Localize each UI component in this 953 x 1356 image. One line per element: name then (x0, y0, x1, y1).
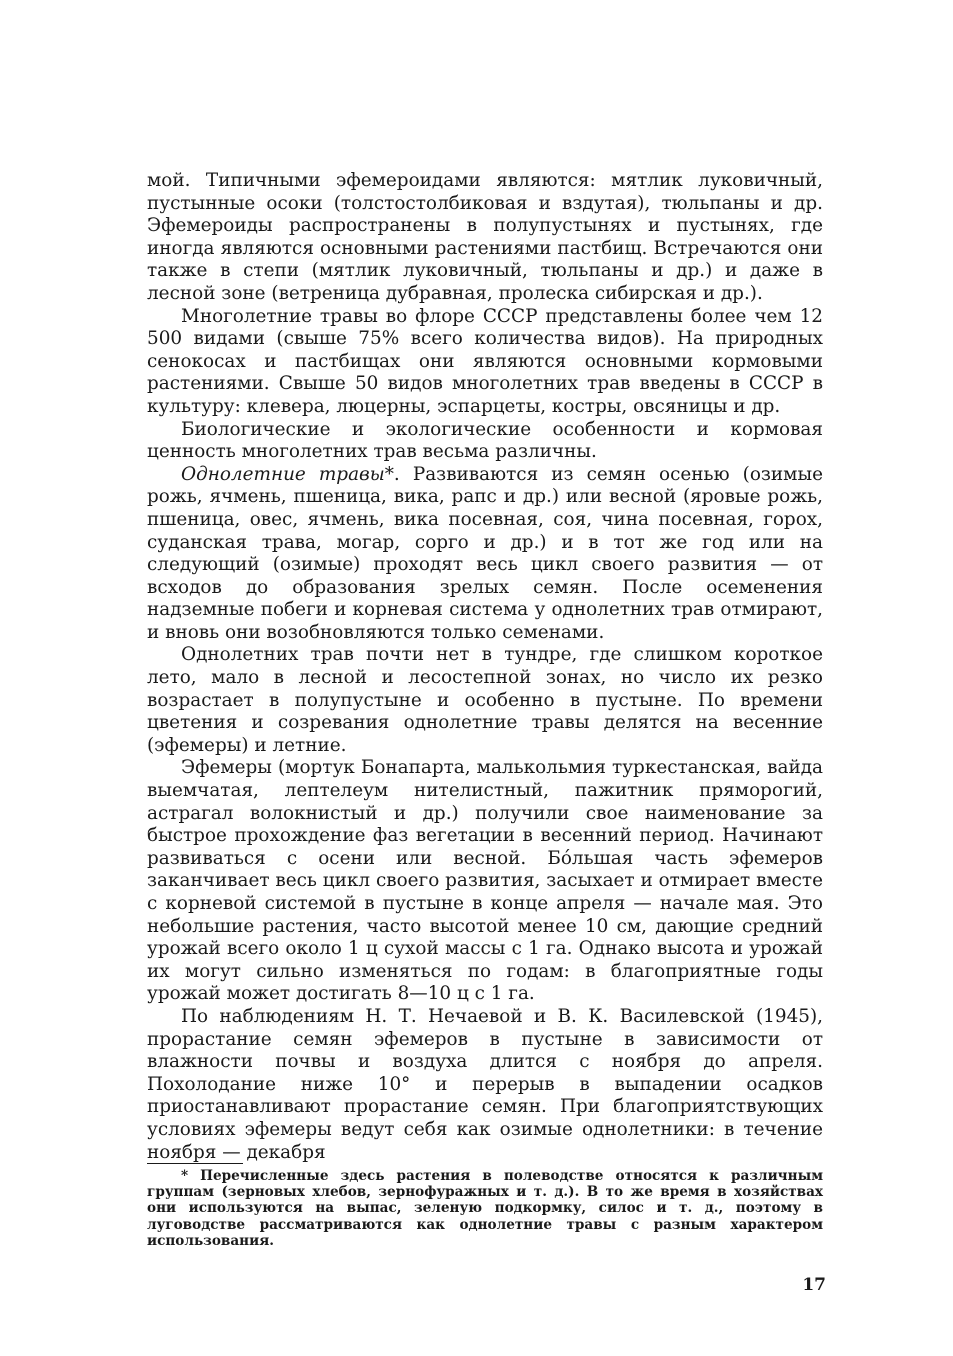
page-number: 17 (802, 1275, 826, 1295)
footnote: * Перечисленные здесь растения в полеводстве относятся к различным группам (зерновых хлебов, зернофуражных и т. д.). В то же время в хозяйствах они используются на выпас, зеленую подкормку, силос и т. д., поэтому в луговодстве рассматриваются как однолетние травы с разным характером использования. (147, 1168, 823, 1249)
paragraph-text: Биологические и экологические особенности и кормовая ценность многолетних трав весьма различны. (147, 418, 823, 463)
paragraph-text: Многолетние травы во флоре СССР представлены более чем 12 500 видами (свыше 75% всего количества видов). На природных сенокосах и пастбищах они являются основными кормовыми растениями. Свыше 50 видов многолетних трав введены в СССР в культуру: клевера, люцерны, эспарцеты, костры, овсяницы и др. (147, 305, 823, 417)
term-annual-grasses: Однолетние травы (181, 463, 385, 485)
paragraph-annual-distribution (147, 644, 823, 757)
footnote-divider (147, 1163, 243, 1164)
paragraph-observations (147, 1006, 823, 1164)
paragraph-text: Эфемеры (мортук Бонапарта, малькольмия туркестанская, вайда выемчатая, лептелеум нителистный, пажитник пряморогий, астрагал волокнистый и др.) получили свое наименование за быстрое прохождение фаз вегетации в весенний период. Начинают развиваться с осени или весной. Бóльшая часть эфемеров заканчивает весь цикл своего развития, засыхает и отмирает вместе с корневой системой в пустыне в конце апреля — начале мая. Это небольшие растения, часто высотой менее 10 см, дающие средний урожай всего около 1 ц сухой массы с 1 га. Однако высота и урожай их могут сильно изменяться по годам: в благоприятные годы урожай может достигать 8—10 ц с 1 га. (147, 757, 823, 1005)
paragraph-ephemeroids-end (147, 170, 823, 306)
paragraph-text: *. Развиваются из семян осенью (озимые рожь, ячмень, пшеница, вика, рапс и др.) или весной (яровые рожь, пшеница, овес, ячмень, вика посевная, соя, чина посевная, горох, суданская трава, могар, сорго и др.) и в тот же год или на следующий (озимые) проходят весь цикл своего развития — от всходов до образования зрелых семян. После осеменения надземные побеги и корневая система у однолетних трав отмирают, и вновь они возобновляются только семенами. (147, 463, 823, 643)
paragraph-text: По наблюдениям Н. Т. Нечаевой и В. К. Василевской (1945), прорастание семян эфемеров в пустыне в зависимости от влажности почвы и воздуха длится с ноября до апреля. Похолодание ниже 10° и перерыв в выпадении осадков приостанавливают прорастание семян. При благоприятствующих условиях эфемеры ведут себя как озимые однолетники: в течение ноября — декабря (147, 1005, 823, 1163)
paragraph-perennial-features (147, 419, 823, 464)
paragraph-ephemers (147, 757, 823, 1006)
paragraph-perennial-grasses (147, 306, 823, 419)
paragraph-text: Однолетних трав почти нет в тундре, где слишком короткое лето, мало в лесной и лесостепной зонах, но число их резко возрастает в полупустыне и особенно в пустыне. По времени цветения и созревания однолетние травы делятся на весенние (эфемеры) и летние. (147, 644, 823, 756)
paragraph-annual-grasses (147, 464, 823, 645)
paragraph-text: мой. Типичными эфемероидами являются: мятлик луковичный, пустынные осоки (толстостолбиковая и вздутая), тюльпаны и др. Эфемероиды распространены в полупустынях и пустынях, где иногда являются основными растениями пастбищ. Встречаются они также в степи (мятлик луковичный, тюльпаны и др.) и даже в лесной зоне (ветреница дубравная, пролеска сибирская и др.). (147, 170, 823, 304)
body-text (147, 170, 823, 1164)
